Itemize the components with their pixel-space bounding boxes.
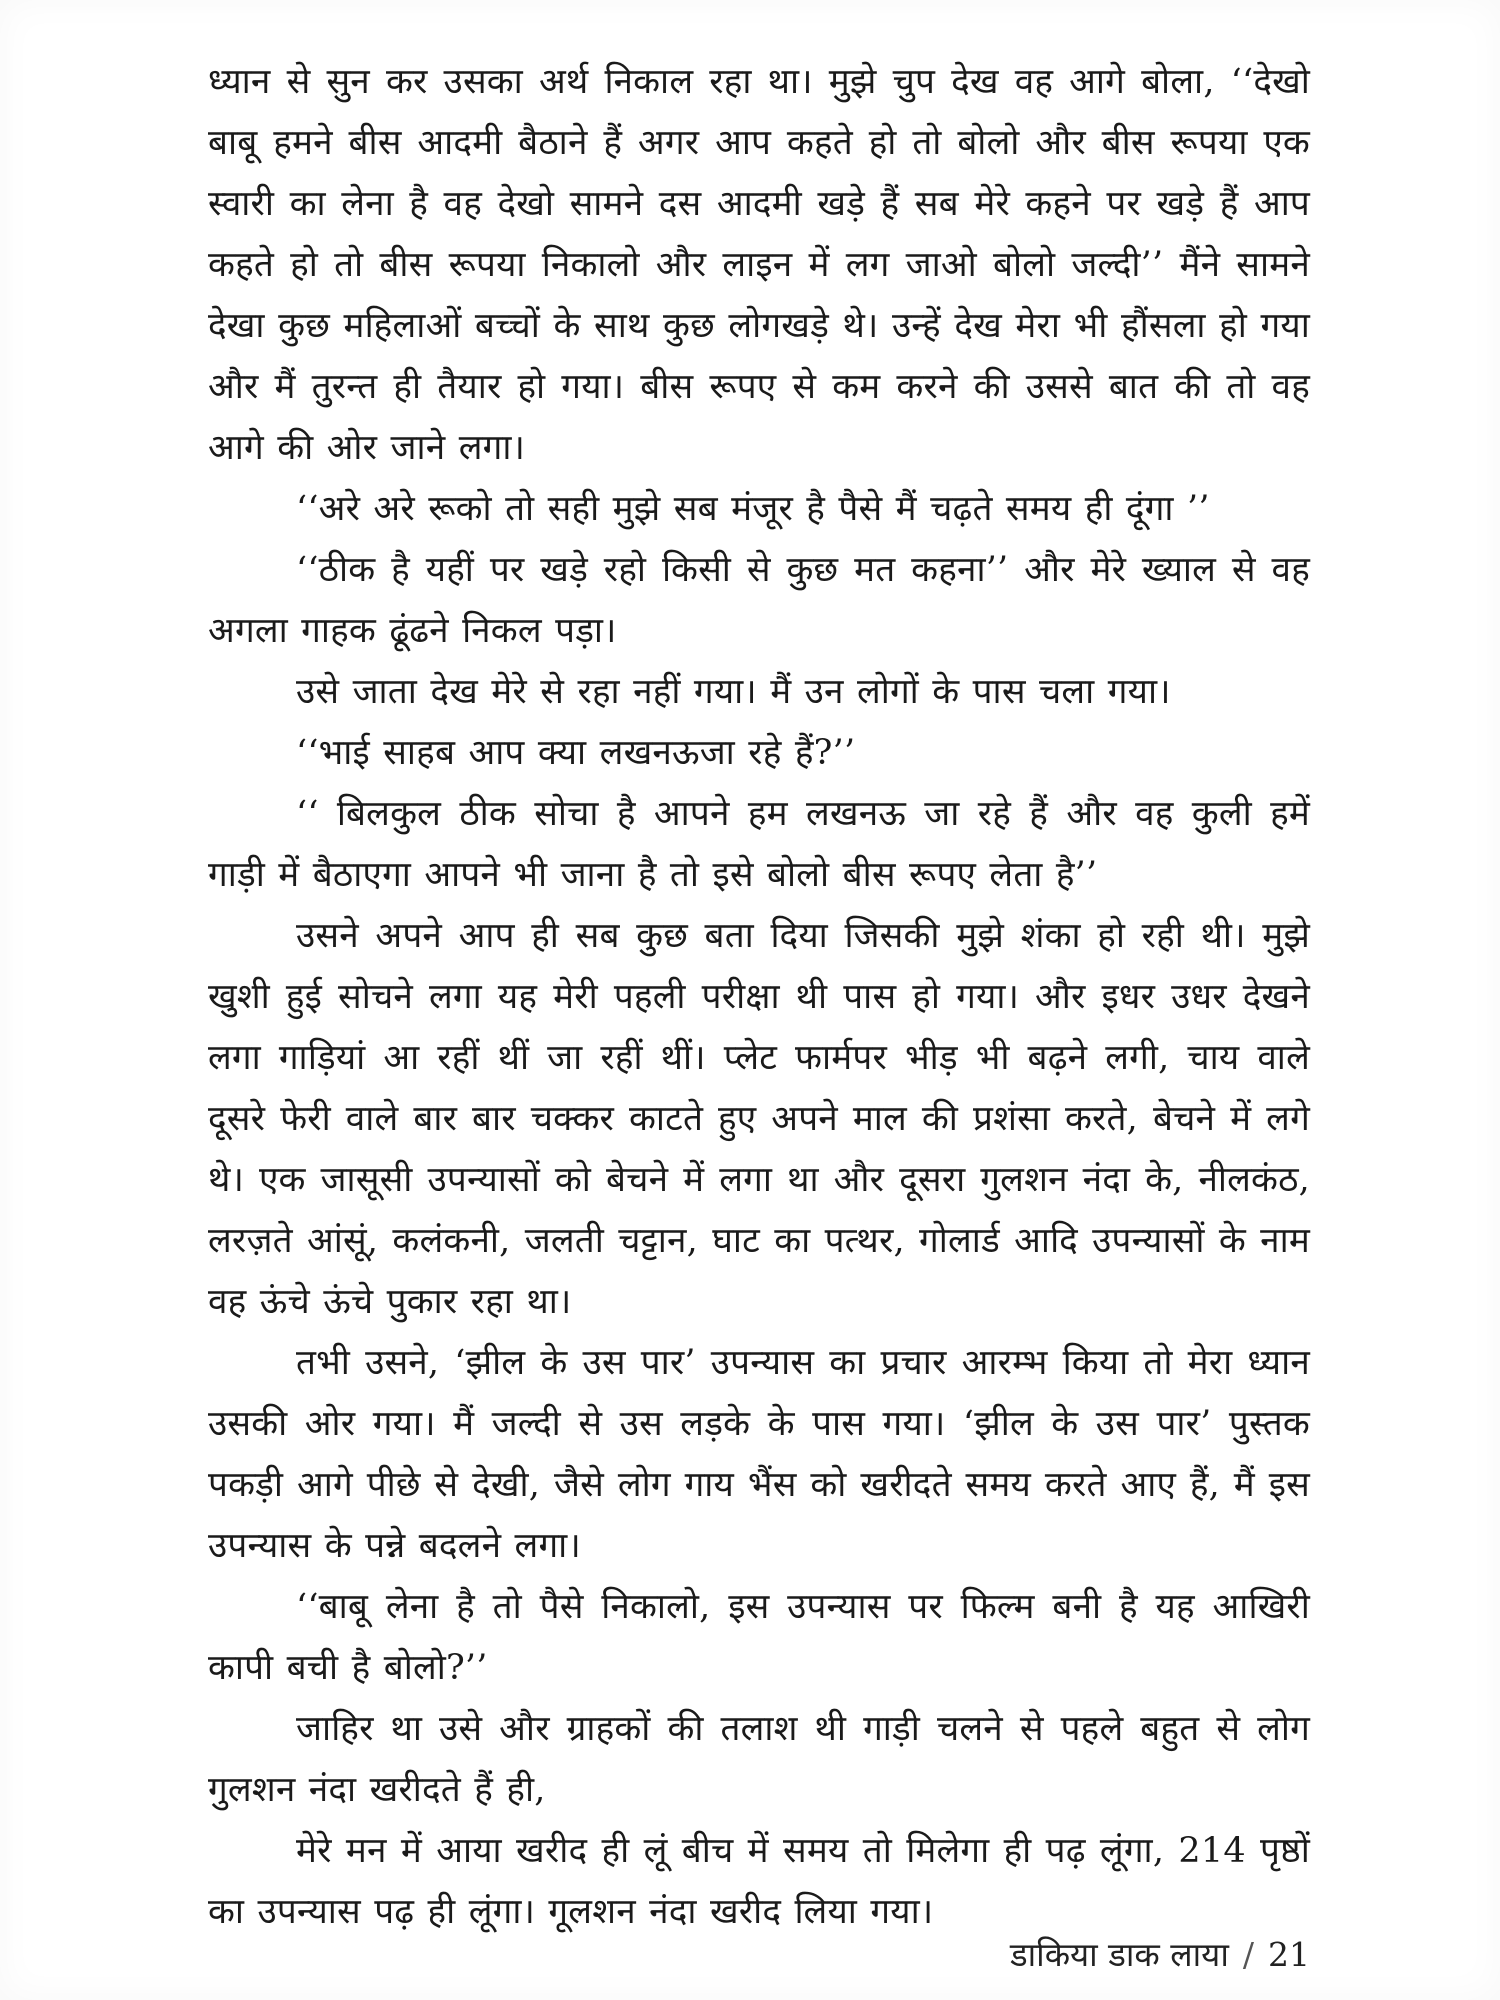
body-text	[208, 52, 1310, 1943]
paragraph: मेरे मन में आया खरीद ही लूं बीच में समय तो मिलेगा ही पढ़ लूंगा, 214 पृष्ठों का उपन्यास पढ़ ही लूंगा। गूलशन नंदा खरीद लिया गया।	[208, 1831, 1310, 1932]
paragraph: उसे जाता देख मेरे से रहा नहीं गया। मैं उन लोगों के पास चला गया।	[296, 672, 1171, 712]
footer-separator: /	[1242, 1935, 1254, 1974]
paragraph: ‘‘ बिलकुल ठीक सोचा है आपने हम लखनऊ जा रहे हैं और वह कुली हमें गाड़ी में बैठाएगा आपने भी जाना है तो इसे बोलो बीस रूपए लेता है’’	[208, 794, 1310, 895]
page-footer	[1010, 1935, 1310, 1975]
paragraph: ‘‘ठीक है यहीं पर खड़े रहो किसी से कुछ मत कहना’’ और मेरे ख्याल से वह अगला गाहक ढूंढने निकल पड़ा।	[208, 550, 1310, 651]
paragraph: ‘‘भाई साहब आप क्या लखनऊजा रहे हैं?’’	[296, 733, 856, 773]
paragraph: तभी उसने, ‘झील के उस पार’ उपन्यास का प्रचार आरम्भ किया तो मेरा ध्यान उसकी ओर गया। मैं जल्दी से उस लड़के के पास गया। ‘झील के उस पार’ पुस्तक पकड़ी आगे पीछे से देखी, जैसे लोग गाय भैंस को खरीदते समय करते आए हैं, मैं इस उपन्यास के पन्ने बदलने लगा।	[208, 1343, 1310, 1566]
book-title: डाकिया डाक लाया	[1009, 1935, 1229, 1974]
paragraph: ‘‘अरे अरे रूको तो सही मुझे सब मंजूर है पैसे मैं चढ़ते समय ही दूंगा ’’	[296, 489, 1210, 529]
paragraph: जाहिर था उसे और ग्राहकों की तलाश थी गाड़ी चलने से पहले बहुत से लोग गुलशन नंदा खरीदते हैं ही,	[208, 1709, 1310, 1810]
paragraph: ध्यान से सुन कर उसका अर्थ निकाल रहा था। मुझे चुप देख वह आगे बोला, ‘‘देखो बाबू हमने बीस आदमी बैठाने हैं अगर आप कहते हो तो बोलो और बीस रूपया एक स्वारी का लेना है वह देखो सामने दस आदमी खड़े हैं सब मेरे कहने पर खड़े हैं आप कहते हो तो बीस रूपया निकालो और लाइन में लग जाओ बोलो जल्दी’’ मैंने सामने देखा कुछ महिलाओं बच्चों के साथ कुछ लोगखड़े थे। उन्हें देख मेरा भी हौंसला हो गया और मैं तुरन्त ही तैयार हो गया। बीस रूपए से कम करने की उससे बात की तो वह आगे की ओर जाने लगा।	[208, 62, 1310, 468]
page-number: 21	[1268, 1935, 1310, 1974]
paragraph: उसने अपने आप ही सब कुछ बता दिया जिसकी मुझे शंका हो रही थी। मुझे खुशी हुई सोचने लगा यह मेरी पहली परीक्षा थी पास हो गया। और इधर उधर देखने लगा गाड़ियां आ रहीं थीं जा रहीं थीं। प्लेट फार्मपर भीड़ भी बढ़ने लगी, चाय वाले दूसरे फेरी वाले बार बार चक्कर काटते हुए अपने माल की प्रशंसा करते, बेचने में लगे थे। एक जासूसी उपन्यासों को बेचने में लगा था और दूसरा गुलशन नंदा के, नीलकंठ, लरज़ते आंसूं, कलंकनी, जलती चट्टान, घाट का पत्थर, गोलार्ड आदि उपन्यासों के नाम वह ऊंचे ऊंचे पुकार रहा था।	[208, 916, 1310, 1322]
paragraph: ‘‘बाबू लेना है तो पैसे निकालो, इस उपन्यास पर फिल्म बनी है यह आखिरी कापी बची है बोलो?’’	[208, 1587, 1310, 1688]
